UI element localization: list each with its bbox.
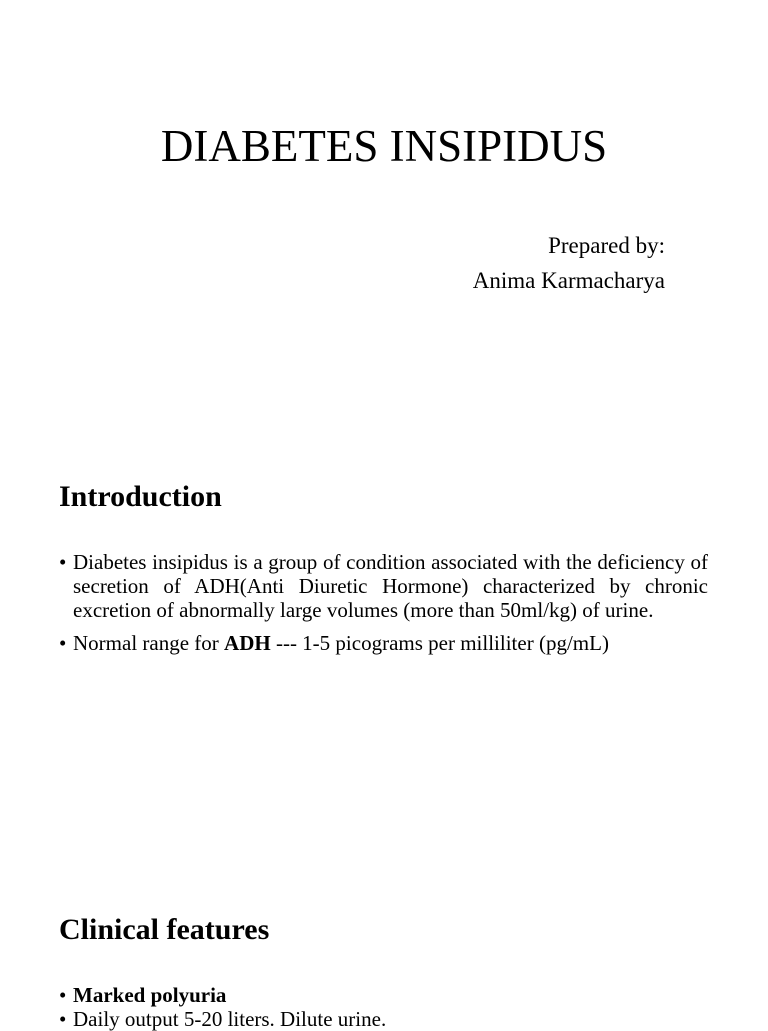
bullet-text-prefix: Normal range for bbox=[73, 631, 225, 655]
introduction-heading: Introduction bbox=[59, 480, 222, 513]
introduction-bullet-list bbox=[59, 550, 708, 655]
bullet-text-bold: ADH bbox=[224, 631, 271, 655]
author-name: Anima Karmacharya bbox=[472, 268, 665, 293]
clinical-features-heading: Clinical features bbox=[59, 913, 270, 946]
bullet-item bbox=[59, 1007, 708, 1031]
bullet-icon: • bbox=[59, 550, 67, 574]
prepared-by-label: Prepared by: bbox=[548, 233, 665, 258]
author-byline bbox=[473, 228, 665, 298]
bullet-text: Daily output 5-20 liters. Dilute urine. bbox=[73, 1007, 387, 1031]
bullet-text-bold: Marked polyuria bbox=[73, 983, 227, 1007]
bullet-item bbox=[59, 550, 708, 622]
bullet-icon: • bbox=[59, 1007, 67, 1031]
bullet-item bbox=[59, 983, 708, 1007]
bullet-text-suffix: --- 1-5 picograms per milliliter (pg/mL) bbox=[270, 631, 609, 655]
bullet-icon: • bbox=[59, 631, 67, 655]
bullet-item bbox=[59, 631, 708, 655]
bullet-icon: • bbox=[59, 983, 67, 1007]
bullet-text: Diabetes insipidus is a group of condition associated with the deficiency of secretion of ADH(Anti Diuretic Hormone) characterized by chronic excretion of abnormally large volumes (more than 50ml/kg) of urine. bbox=[73, 550, 708, 622]
slide-title: DIABETES INSIPIDUS bbox=[160, 121, 608, 171]
